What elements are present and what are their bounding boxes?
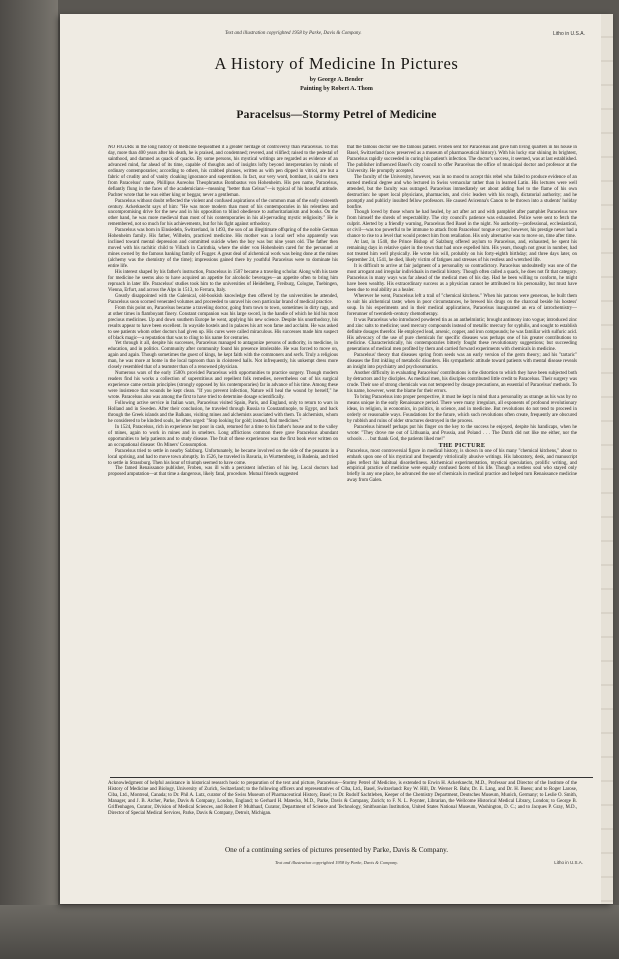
divider-rule	[110, 777, 593, 778]
paragraph: From this point on, Paracelsus became a traveling doctor, going from town to town, sometimes in dirty rags, and at other times in flamboyant finery. Constant companion was his large sword, in the handle of which he hid his most precious medicines. Up and down southern Europe he went, applying his new science. Despite his unorthodoxy, his results appear to have been excellent. In wayside hostels and in palaces his art won fame and acclaim. He was asked to see patients whom other doctors had given up. His cures were called miraculous. His successes made him suspect of black magic—a reputation that was to cling to his name for centuries.	[108, 305, 338, 341]
paragraph: NO FIGURE in the long history of medicine bequeathed it a greater heritage of controversy than Paracelsus. To this day, more than 400 years after his death, he is praised, and condemned; revered, and vilified; raised to the pedestal of sainthood, and damned as quack of quacks. By some persons, his mystical writings are regarded as evidence of an advanced mind, far ahead of its time, capable of thoughts and of insights lofty beyond interpretation by minds of ordinary contemporaries; according to others, his crabbed phrases, written as with pen dipped in vitriol, are but a fabric of crudity and of vanity cloaking ignorance and superstition. In fact, our very word, bombast, is said to stem from Paracelsus' name, Phillipus Aureolus Theophrastus Bombastus von Hohenheim. His pen name, Paracelsus, defiantly flung in the faces of the academicians—meaning "better than Celsus"—is typical of his boastful attitude. Pachter wrote that he was either king or beggar, never a gentleman.	[108, 145, 338, 198]
paragraph: In 1524, Paracelsus, rich in experience but poor in cash, returned for a time to his father's house and to the valley of mines, again to work in mines and in smelters. Long afflictions common there gave Paracelsus abundant opportunities to help patients and to study disease. The fruit of these experiences was the first book ever written on an occupational disease: On Miners' Consumption.	[108, 424, 338, 448]
paragraph: Greatly disappointed with the Galenical, old-bookish knowledge then offered by the universities he attended, Paracelsus soon scorned venerated volumes and proceeded to unravel his own particular brand of medical practice.	[108, 293, 338, 305]
page-edge-shadow	[601, 14, 613, 904]
paragraph: Paracelsus was born in Einsiedeln, Switzerland, in 1493, the son of an illegitimate offspring of the noble German Hohenheim family. His father, Wilhelm, practiced medicine. His mother was a local serf who apparently was inclined toward mental depression and committed suicide when the boy was but nine years old. The father then moved with his rachitic child to Villach in Carinthia, where the older von Hohenheim cared for the personnel at mines owned by the famous banking family of Fugger. A great deal of alchemical work was being done at the mines (alchemy was the chemistry of the time); impressions gained there by youthful Paracelsus were to dominate his entire life.	[108, 228, 338, 270]
picture-heading: THE PICTURE	[438, 441, 486, 449]
page-title: A History of Medicine In Pictures	[214, 54, 459, 73]
footer-litho: Litho in U.S.A.	[554, 860, 583, 865]
series-credit: One of a continuing series of pictures presented by Parke, Davis & Company.	[224, 846, 449, 854]
paragraph: Following active service in Italian wars, Paracelsus visited Spain, Paris, and England, only to return to wars in Holland and in Sweden. After their conclusion, he traveled through Russia to Constantinople, to Egypt, and back through the Greek islands and the Balkans, visiting mines and alchemists associated with them. To alchemists, whom he considered to be kindred souls, he often urged: "Stop looking for gold; instead, find medicines."	[108, 400, 338, 424]
right-column	[347, 145, 577, 772]
article-subtitle: Paracelsus—Stormy Petrel of Medicine	[236, 109, 437, 121]
paragraph: Paracelsus tried to settle in nearby Salzburg. Unfortunately, he became involved on the side of the peasants in a local uprising, and had to move town abruptly. In 1526, he traveled in Bavaria, in Wurttemberg, in Badenia, and tried to settle in Strassburg. Then his hour of triumph seemed to have come.	[108, 448, 338, 466]
picture-description: Paracelsus, most controversial figure in medical history, is shown in one of his many "chemical kitchens," about to embark upon one of his mystical and frequently vitriolically abusive writings. His laboratory, desk, and manuscript piles reflect his habitual disorderliness. Alchemical experimentation, mystical speculation, prolific writing, and empirical practice of medicine were equally confused facets of his life. Though a restless soul who stayed only briefly in any one place, he advanced the use of chemicals in medical practice and helped turn Renaissance medicine away from Galen.	[347, 448, 577, 484]
paragraph: Paracelsus without doubt reflected the violent and confused aspirations of the common man of the early sixteenth century. Ackerknecht says of him: "He was more modern than most of his contemporaries in his relentless and uncompromising drive for the new and in his opposition to blind obedience to authoritarianism and books. On the other hand, he was more medieval than most of his contemporaries in his all-pervading mystic religiosity." He is remembered, not so much for his achievements, but for his fight against orthodoxy.	[108, 198, 338, 228]
author-byline	[60, 77, 613, 83]
author-name: by George A. Bender	[309, 77, 364, 83]
painter-name: Painting by Robert A. Thom	[300, 86, 373, 92]
paragraph: Though loved by those whom he had healed, by act after act and with pamphlet after pamphlet Paracelsus tore from himself the shreds of respectability. The city council's patience was exhausted. Police were sent to fetch the culprit. Alerted by a friendly warning, Paracelsus fled Basel in the night. No authority—professional, ecclesiastical, or civil—was too powerful to be immune to attack from Paracelsus' tongue or pen; however, his prestige never had a chance to rise to a level that would protect him from retaliation. His only alternative was to move on, time after time.	[347, 210, 577, 240]
paragraph: Another difficulty in evaluating Paracelsus' contributions is the distortion to which they have been subjected both by detractors and by disciples. As medical men, his disciples contributed little credit to Paracelsus. Their surgery was crude. Their use of strong chemicals was not tempered by dosage precautions, an essential of Paracelsus' methods. To his name, however, went the blame for their errors.	[347, 371, 577, 395]
left-column	[108, 145, 338, 772]
footer-copyright: Text and illustration copyrighted 1958 by Parke, Davis & Company.	[275, 860, 398, 865]
paragraph: Wherever he went, Paracelsus left a trail of "chemical kitchens." When his patrons were generous, he built them to suit his alchemical taste; when in poor circumstances, he brewed his drugs on the charcoal beside his hostess' soup. In his experiments and in their medical applications, Paracelsus inaugurated an era of iatrochemistry—forerunner of twentieth-century chemotherapy.	[347, 293, 577, 317]
top-copyright: Text and illustration copyrighted 1958 by Parke, Davis & Company.	[225, 31, 362, 36]
acknowledgment: Acknowledgment of helpful assistance in historical research basic to preparation of the text and picture, Paracelsus—Stormy Petrel of Medicine, is extended to Erwin H. Ackerknecht, M.D., Professor and Director of the Institute of the History of Medicine and Biology, University of Zurich, Switzerland; to the following officers and representatives of Ciba, Ltd., Basel, Switzerland: Roy W. Hill, Dr. Werner R. Bahr, Dr. E. Lang, and Dr. H. Buess; and to Roger Larose, Ciba, Ltd., Montreal, Canada; to Dr. Phil A. Lutz, curator of the Swiss Museum of Pharmaceutical History, Basel; to Dr. Rudolf Sachtleben, Keeper of the Chemistry Department, Deutsches Museum, Munich, Germany; to Leslie O. Smith, Manager, and J. B. Archer, Parke, Davis & Company, London, England; to Gerhard H. Matecko, M.D., Parke, Davis & Company, Zurich; to F. N. L. Poynter, Librarian, the Wellcome Historical Medical Library, London; to George B. Griffenhagen, Curator, Division of Medical Sciences, and Robert P. Multhauf, Curator, Department of Science and Technology, Smithsonian Institution, United States National Museum, Washington, D. C.; and to Jacques P. Gray, M.D., Director of Special Medical Services, Parke, Davis & Company, Detroit, Michigan.	[108, 781, 577, 816]
paragraph: To bring Paracelsus into proper perspective, it must be kept in mind that a personality as strange as his was by no means unique in the early Renaissance period. There were many irregulars, all exponents of profound revolutionary ideas, in religion, in economics, in politics, in science, and in medicine. But revolutions do not tend to proceed in orderly or reasonable ways. Foundations for the future, which such revolutions often create, frequently are obscured by rubbish and ruins of older structures destroyed in the process.	[347, 395, 577, 424]
paragraph: At last, in 1540, the Prince Bishop of Salzburg offered asylum to Paracelsus, and, exhausted, he spent his remaining days in relative quiet in the town that had once expelled him. His years, though not great in number, had not treated him well physically. He wrote his will, probably on his forty-eighth birthday; and three days later, on September 24, 1541, he died, likely victim of fatigues and stresses of his restless and wretched life.	[347, 240, 577, 264]
painter-byline	[60, 86, 613, 92]
paragraph: Paracelsus himself perhaps put his finger on the key to the success he enjoyed, despite his handicaps, when he wrote: "They drove me out of Lithuania, and Prussia, and Poland . . . The Dutch did not like me either, nor the schools . . . but thank God, the patients liked me!"	[347, 424, 577, 442]
paragraph: Paracelsus' theory that diseases spring from seeds was an early version of the germ theory; and his "tartaric" diseases the first inkling of metabolic disorders. His sympathetic attitude toward patients with mental disease reveals an insight into psychiatry and psychosomatics.	[347, 353, 577, 371]
paragraph: that the famous doctor see the famous patient. Froben sent for Paracelsus and gave him living quarters in his house in Basel, Switzerland (now preserved as a museum of pharmaceutical history). With his lucky star shining its brightest, Paracelsus rapidly succeeded in curing his patient's infection. The doctor's success, it seemed, was at last established. The publisher influenced Basel's city council to offer Paracelsus the office of municipal doctor and professor at the University. He promptly accepted.	[347, 145, 577, 174]
paragraph: Numerous wars of the early 1500's provided Paracelsus with opportunities to practice surgery. Though modern readers find his works a collection of superstitious and repellent folk remedies, nevertheless out of his surgical experience came certain principles (strongly opposed by his contemporaries) far in advance of his time. Among these were insistence that wounds be kept clean. "If you prevent infection, Nature will heal the wound by herself," he wrote. Paracelsus also was among the first to have tried to determine dosage scientifically.	[108, 371, 338, 401]
paragraph: His interest shaped by his father's instruction, Paracelsus in 1507 became a traveling scholar. Along with his taste for medicine he seems also to have acquired an appetite for alcoholic beverages—an appetite often to bring him reproach in later life. Paracelsus' studies took him to the universities of Heidelberg, Freiburg, Cologne, Tuebingen, Vienna, Erfurt, and across the Alps in 1513, to Ferrara, Italy.	[108, 270, 338, 293]
paragraph: The faculty of the University, however, was in no mood to accept this rebel who failed to produce evidence of an earned medical degree and who lectured in Swiss vernacular rather than in learned Latin. His lectures were well attended, but the faculty was outraged. Paracelsus immediately set about adding fuel to the flame of his own destruction: he upset local physicians, pharmacists, and civic leaders with his rough, dictatorial authority; and he promptly and publicly insulted fellow professors. He caused Avicenna's Canon to be thrown into a students' holiday bonfire.	[347, 174, 577, 210]
background-bottom	[0, 905, 619, 959]
paragraph: Yet through it all, despite his successes, Paracelsus managed to antagonize persons of authority, in medicine, in education, and in politics. Community after community found his presence intolerable. He was forced to move on, again and again. Though sometimes the guest of kings, he kept faith with the commoners and serfs. Truly a religious man, he was more at home in the local taproom than in cloistered halls. Not infrequently, his unkempt dress more closely resembled that of a teamster than of a renowned physician.	[108, 341, 338, 371]
paragraph: It was Paracelsus who introduced powdered tin as an anthelmintic; brought antimony into vogue; introduced zinc and zinc salts to medicine; used mercury compounds instead of metallic mercury for syphilis, and sought to establish definite dosages therefor. He employed lead, arsenic, copper, and iron compounds; he was familiar with sulfuric acid. His advocacy of the use of pure chemicals for specific diseases was perhaps one of his greater contributions to medicine. Characteristically, his contemporaries bitterly fought these revolutionary suggestions; but succeeding generations of medical men profited by them and carried forward experiments with chemicals in medicine.	[347, 317, 577, 353]
document-page	[60, 14, 613, 904]
paragraph: The famed Renaissance publisher, Froben, was ill with a persistent infection of his leg. Local doctors had proposed amputation—at that time a dangerous, likely fatal, procedure. Mutual friends suggested	[108, 466, 338, 478]
background-table	[0, 0, 58, 959]
paragraph: It is difficult to arrive at fair judgment of a personality so contradictory. Paracelsus undoubtedly was one of the most arrogant and irregular individuals in medical history. Though often called a quack, he does not fit that category. Paracelsus in many ways was far ahead of the medical men of his day. Had he been willing to conform, he might have been wealthy. His extraordinary success as a physician cannot be attributed to his personality, but must have been due to real ability as a healer.	[347, 264, 577, 293]
top-litho: Litho in U.S.A.	[553, 31, 585, 37]
